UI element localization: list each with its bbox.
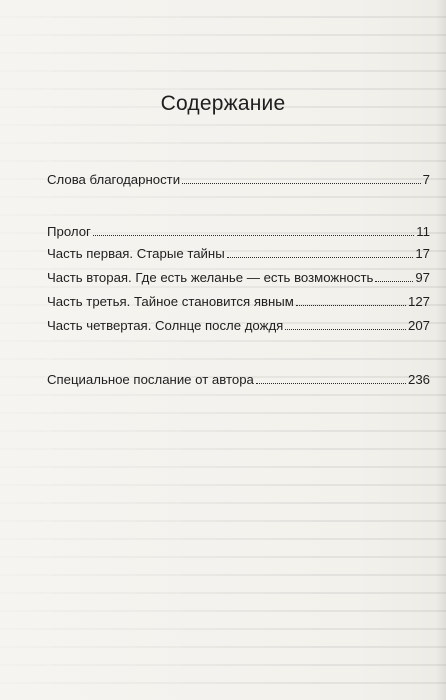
- toc-entry-page: 7: [422, 172, 430, 187]
- toc-entry-page: 17: [415, 246, 430, 261]
- toc-entry-page: 127: [407, 294, 430, 309]
- toc-entry-label: Часть третья. Тайное становится явным: [47, 294, 294, 309]
- dot-leader: [227, 246, 414, 258]
- toc-entry-part-two: [47, 270, 430, 286]
- toc-entry-author-message: [47, 372, 430, 388]
- dot-leader: [93, 224, 414, 236]
- toc-entry-label: Часть вторая. Где есть желанье — есть возможность: [47, 270, 374, 285]
- toc-entry-prologue: [47, 224, 430, 240]
- toc-entry-label: Часть первая. Старые тайны: [47, 246, 225, 261]
- toc-entry-label: Часть четвертая. Солнце после дождя: [47, 318, 284, 333]
- toc-entry-acknowledgements: [47, 172, 430, 188]
- toc-entry-label: Специальное послание от автора: [47, 372, 254, 387]
- toc-entry-label: Пролог: [47, 224, 91, 239]
- dot-leader: [256, 372, 406, 384]
- toc-entry-part-one: [47, 246, 430, 262]
- page-title: Содержание: [160, 92, 286, 115]
- dot-leader: [182, 172, 421, 184]
- dot-leader: [375, 270, 413, 282]
- dot-leader: [296, 294, 406, 306]
- toc-entry-page: 11: [416, 224, 430, 239]
- toc-entry-label: Слова благодарности: [47, 172, 181, 187]
- toc-entry-page: 97: [415, 270, 430, 285]
- toc-entry-page: 236: [407, 372, 430, 387]
- dot-leader: [285, 318, 406, 330]
- toc-entry-page: 207: [407, 318, 430, 333]
- toc-entry-part-four: [47, 318, 430, 334]
- toc-entry-part-three: [47, 294, 430, 310]
